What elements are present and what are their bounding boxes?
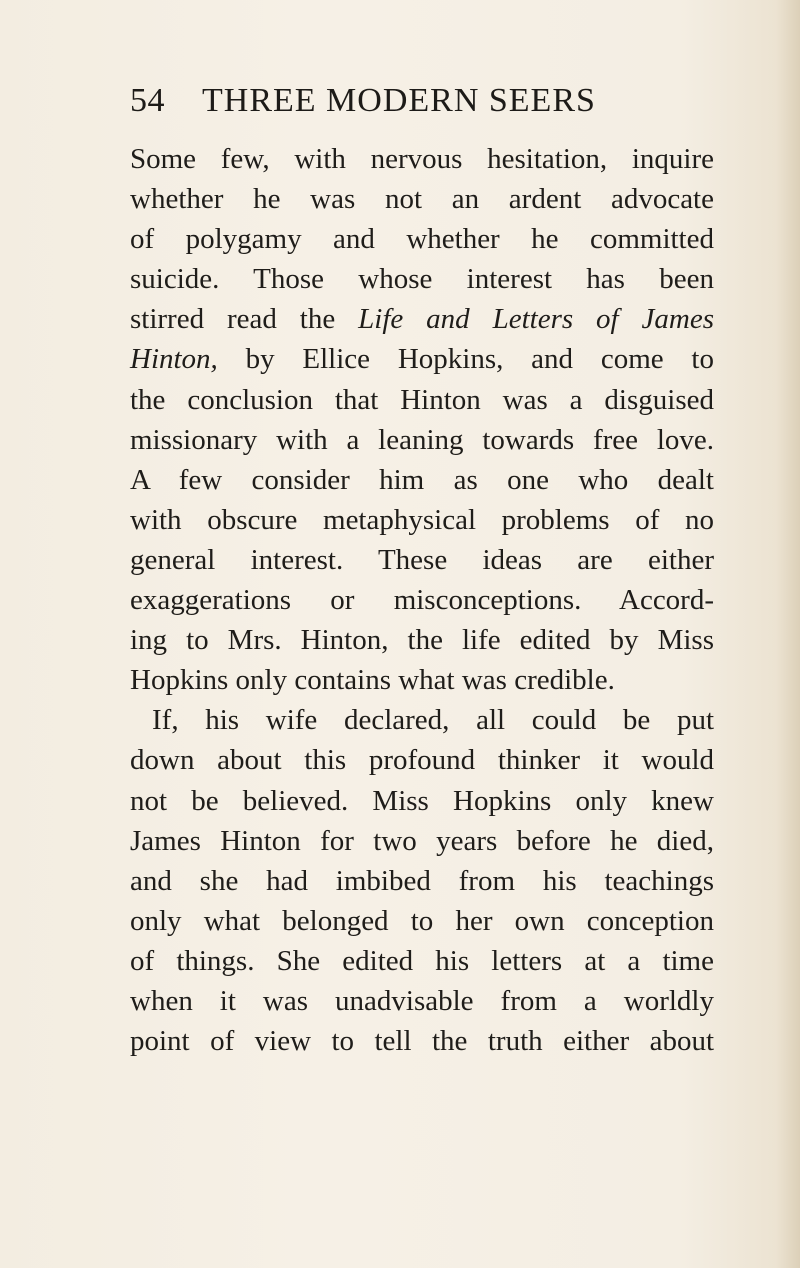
text-line: not be believed. Miss Hopkins only knew bbox=[130, 784, 714, 817]
body-paragraph bbox=[130, 139, 714, 1061]
text-line: the conclusion that Hinton was a disguised bbox=[130, 383, 714, 416]
text-line: If, his wife declared, all could be put bbox=[152, 704, 714, 737]
text-line: missionary with a leaning towards free love. bbox=[130, 423, 714, 456]
text-line: Hopkins only contains what was credible. bbox=[130, 664, 615, 697]
text-line: whether he was not an ardent advocate bbox=[130, 183, 714, 216]
text-line: when it was unadvisable from a worldly bbox=[130, 984, 714, 1017]
text-line: down about this profound thinker it would bbox=[130, 744, 714, 777]
text-line: of polygamy and whether he committed bbox=[130, 223, 714, 256]
text-line: Some few, with nervous hesitation, inquire bbox=[130, 143, 714, 175]
text-line: point of view to tell the truth either about bbox=[130, 1025, 714, 1058]
text-line: with obscure metaphysical problems of no bbox=[130, 503, 714, 536]
text-line: stirred read the Life and Letters of James bbox=[130, 303, 714, 336]
text-line: suicide. Those whose interest has been bbox=[130, 263, 714, 296]
text-line: ing to Mrs. Hinton, the life edited by Miss bbox=[130, 624, 714, 657]
text-line: A few consider him as one who dealt bbox=[130, 463, 714, 496]
page-header bbox=[130, 82, 690, 128]
book-title-italic: Hinton, bbox=[130, 343, 218, 376]
book-title-italic: Life and Letters of James bbox=[358, 303, 714, 336]
text-line: general interest. These ideas are either bbox=[130, 543, 714, 576]
text-line: Hinton, by Ellice Hopkins, and come to bbox=[130, 343, 714, 376]
text-line: James Hinton for two years before he died, bbox=[130, 824, 714, 857]
text-line: only what belonged to her own conception bbox=[130, 904, 714, 937]
text-line: exaggerations or misconceptions. Accord- bbox=[130, 584, 714, 617]
running-title: THREE MODERN SEERS bbox=[202, 82, 596, 119]
page-number: 54 bbox=[130, 82, 165, 119]
text-line: and she had imbibed from his teachings bbox=[130, 864, 714, 897]
text-line: of things. She edited his letters at a time bbox=[130, 944, 714, 977]
